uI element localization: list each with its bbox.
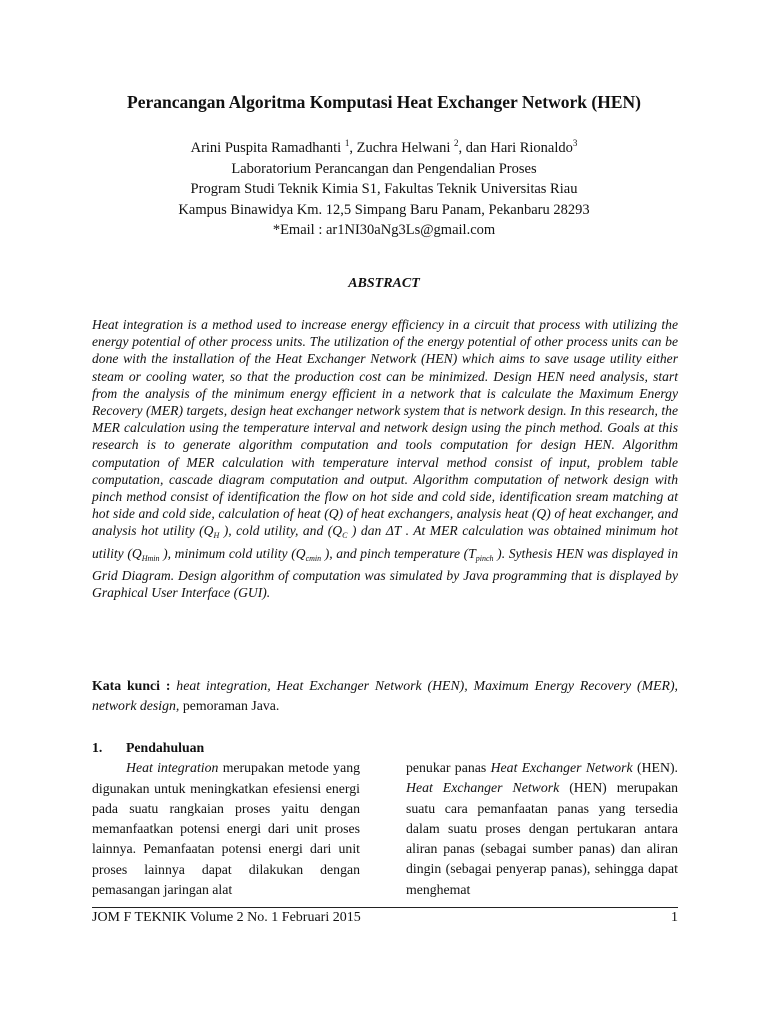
symbol-q-hmin: Q bbox=[131, 545, 142, 561]
author-2-affil: 2 bbox=[454, 138, 459, 149]
author-3: , dan Hari Rionaldo bbox=[458, 140, 573, 156]
page-number: 1 bbox=[671, 910, 678, 925]
intro-text-right-a: penukar panas bbox=[406, 760, 491, 775]
author-2: , Zuchra Helwani bbox=[349, 140, 455, 156]
keywords-tail: pemoraman Java. bbox=[179, 698, 280, 713]
intro-text-right-c: (HEN) merupakan suatu cara pemanfaatan panas yang tersedia dalam suatu proses dengan pertukaran antara aliran panas (sebagai sumber panas) dan aliran dingin (sebagai penyerap panas), sehingga dapat menghemat bbox=[406, 780, 678, 897]
keywords-label: Kata kunci : bbox=[92, 678, 171, 693]
keywords bbox=[92, 676, 678, 716]
section-number: 1. bbox=[92, 740, 103, 755]
symbol-q-hmin-sub: Hmin bbox=[141, 553, 160, 563]
symbol-q-h: Q bbox=[203, 523, 214, 539]
symbol-q-cmin-sub: cmin bbox=[305, 553, 322, 563]
intro-term-hen-1: Heat Exchanger Network bbox=[490, 760, 633, 775]
section-heading bbox=[92, 738, 360, 758]
abstract-body bbox=[92, 316, 678, 601]
symbol-t-pinch-sub: pinch bbox=[475, 553, 494, 563]
symbol-q-cmin: Q bbox=[295, 545, 306, 561]
intro-term-hen-2: Heat Exchanger Network bbox=[406, 780, 560, 796]
author-1: Arini Puspita Ramadhanti bbox=[190, 140, 345, 156]
intro-text-right-b: (HEN). bbox=[632, 760, 678, 775]
abstract-heading: ABSTRACT bbox=[348, 276, 420, 291]
intro-term-heat-integration: Heat integration bbox=[126, 760, 219, 776]
page-footer bbox=[92, 910, 678, 926]
abstract-text-7: ). Sythesis HEN was displayed in Grid Diagram. Design algorithm of computation was simulated by Java programming that is displayed by Graphical User Interface (GUI). bbox=[92, 545, 678, 601]
abstract-text-1: Heat integration is a method used to increase energy efficiency in a circuit that process with utilizing the energy potential of other process units. The utilization of the energy potential of other process units can be done with the installation of the Heat Exchanger Network (HEN) which aims to save usage utility either steam or cooling water, so that the production cost can be minimized. Design HEN need analysis, start from the analysis of the minimum energy efficient in a network that is calculate the Maximum Energy Recovery (MER) targets, design heat exchanger network system that is network design. In this research, the MER calculation using the temperature interval and network design using the pinch method. Goals at this research is to generate algorithm computation and tools computation for design HEN. Algorithm computation of MER calculation with temperature interval method consist of input, problem table computation, cascade diagram computation and output. Algorithm computation of network design with pinch method consist of identification the flow on hot side and cold side, identification sream matching at hot side and cold side, calculation of heat (Q) of heat exchangers, analysis heat (Q) of heat exchanger, and analysis hot utility ( bbox=[92, 317, 678, 539]
symbol-t-pinch: T bbox=[468, 545, 476, 561]
intro-paragraph-left bbox=[92, 758, 360, 900]
column-left bbox=[92, 738, 360, 900]
symbol-delta-t: ΔT bbox=[385, 523, 402, 539]
paper-title: Perancangan Algoritma Komputasi Heat Exchanger Network (HEN) bbox=[127, 92, 641, 112]
abstract-text-2: ), cold utility, and ( bbox=[219, 523, 333, 539]
author-email: *Email : ar1NI30aNg3Ls@gmail.com bbox=[272, 222, 496, 238]
author-1-affil: 1 bbox=[344, 138, 350, 149]
affiliation-program: Program Studi Teknik Kimia S1, Fakultas Teknik Universitas Riau bbox=[190, 181, 578, 197]
intro-text-left: merupakan metode yang digunakan untuk meningkatkan efesiensi energi pada suatu rangkaian proses yaitu dengan memanfaatkan potensi energi dari unit proses lainnya. Pemanfaatan potensi energi dari unit proses lainnya dapat dilakukan dengan pemasangan jaringan alat bbox=[92, 760, 360, 898]
section-title: Pendahuluan bbox=[126, 740, 205, 755]
abstract-text-5: ), minimum cold utility ( bbox=[159, 545, 296, 561]
affiliation-lab: Laboratorium Perancangan dan Pengendalian Proses bbox=[231, 160, 537, 177]
author-3-affil: 3 bbox=[572, 138, 578, 149]
abstract-text-6: ), and pinch temperature ( bbox=[321, 545, 469, 561]
author-names bbox=[0, 138, 768, 159]
column-right bbox=[406, 758, 678, 900]
author-block bbox=[0, 138, 768, 241]
keywords-terms: heat integration, Heat Exchanger Network (HEN), Maximum Energy Recovery (MER), network design, bbox=[92, 678, 678, 713]
affiliation-campus: Kampus Binawidya Km. 12,5 Simpang Baru Panam, Pekanbaru 28293 bbox=[178, 201, 590, 218]
abstract-text-4: . At MER calculation was obtained minimum hot utility ( bbox=[92, 523, 678, 561]
symbol-q-c-sub: C bbox=[342, 531, 348, 541]
footer-divider bbox=[92, 907, 678, 908]
footer-journal: JOM F TEKNIK Volume 2 No. 1 Februari 2015 bbox=[92, 910, 361, 925]
symbol-q-h-sub: H bbox=[213, 531, 220, 541]
symbol-q-c: Q bbox=[332, 523, 343, 539]
abstract-text-3: ) dan bbox=[347, 523, 386, 539]
